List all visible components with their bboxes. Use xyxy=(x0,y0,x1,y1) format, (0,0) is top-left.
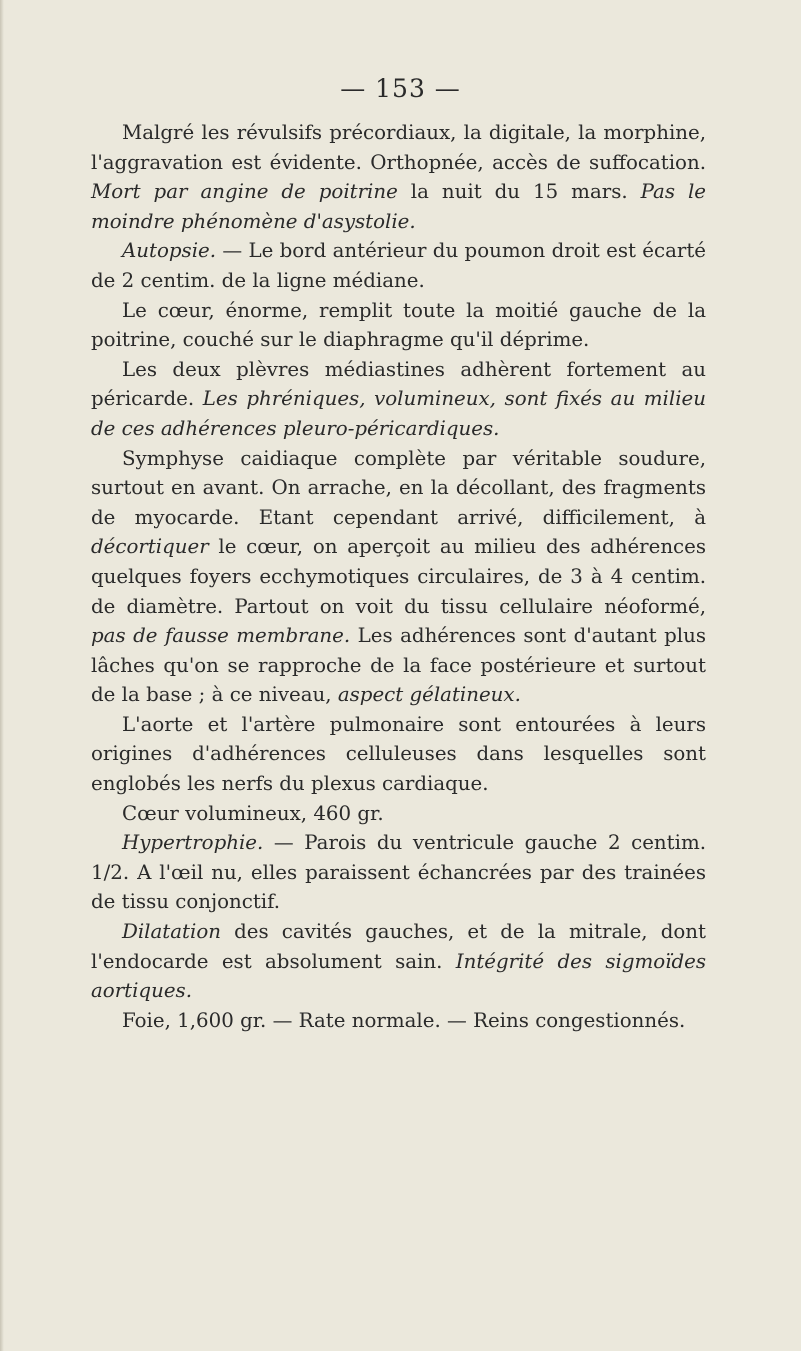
italic-text: Pas le moindre phénomène d'asystolie. xyxy=(91,180,707,233)
text-run: — Le bord antérieur du poumon droit est écarté de 2 centim. de la ligne médiane. xyxy=(91,239,706,292)
body-text xyxy=(91,118,706,1035)
text-run: Le cœur, énorme, remplit toute la moitié gauche de la poitrine, couché sur le diaphragme qu'il déprime. xyxy=(91,298,706,352)
text-run: — Parois du ventricule gauche 2 centim. 1/2. A l'œil nu, elles paraissent échancrées par des trainées de tissu conjonctif. xyxy=(91,831,706,914)
italic-text: aspect gélatineux. xyxy=(337,683,521,707)
text-run: L'aorte et l'artère pulmonaire sont entourées à leurs origines d'adhérences celluleuses dans lesquelles sont englobés les nerfs du plexus cardiaque. xyxy=(91,712,706,796)
text-run: Les adhérences sont d'autant plus lâches qu'on se rapproche de la face postérieure et surtout de la base ; à ce niveau, xyxy=(91,624,706,707)
text-run: le cœur, on aperçoit au milieu des adhérences quelques foyers ecchymotiques circulaires, de 3 à 4 centim. de diamètre. Partout on voit du tissu cellulaire néoformé, xyxy=(91,535,706,618)
italic-text: décortiquer xyxy=(91,535,209,559)
paragraph xyxy=(91,444,706,710)
paragraph xyxy=(91,828,706,917)
italic-text: Dilatation xyxy=(122,920,221,944)
italic-text: Intégrité des sigmoïdes aortiques. xyxy=(91,949,706,1003)
text-run: Cœur volumineux, 460 gr. xyxy=(122,801,384,825)
paragraph xyxy=(91,118,706,236)
italic-text: Hypertrophie. xyxy=(122,831,264,855)
paragraph xyxy=(91,710,706,799)
page-number: — 153 — xyxy=(340,74,461,103)
text-run: des cavités gauches, et de la mitrale, dont l'endocarde est absolument sain. xyxy=(91,920,706,973)
italic-text: Mort par angine de poitrine xyxy=(91,180,398,204)
paragraph xyxy=(91,236,706,295)
paragraph xyxy=(91,1006,706,1036)
paragraph xyxy=(91,296,706,355)
paragraph xyxy=(91,355,706,444)
text-run: la nuit du 15 mars. xyxy=(397,180,641,204)
italic-text: Autopsie. xyxy=(122,239,217,263)
text-run: Foie, 1,600 gr. — Rate normale. — Reins congestionnés. xyxy=(122,1008,686,1032)
page-edge-shadow xyxy=(0,0,4,1351)
italic-text: pas de fausse membrane. xyxy=(91,624,351,648)
text-run: Symphyse caidiaque complète par véritable soudure, surtout en avant. On arrache, en la décollant, des fragments de myocarde. Etant cependant arrivé, difficilement, à xyxy=(91,446,706,529)
paragraph xyxy=(91,799,706,829)
paragraph xyxy=(91,917,706,1006)
text-run: Malgré les révulsifs précordiaux, la digitale, la morphine, l'aggravation est évidente. Orthopnée, accès de suffocation. xyxy=(91,121,706,174)
text-run: Les deux plèvres médiastines adhèrent fortement au péricarde. xyxy=(91,357,706,411)
italic-text: Les phréniques, volumineux, sont fixés au milieu de ces adhérences pleuro-péricardiques. xyxy=(91,387,706,440)
